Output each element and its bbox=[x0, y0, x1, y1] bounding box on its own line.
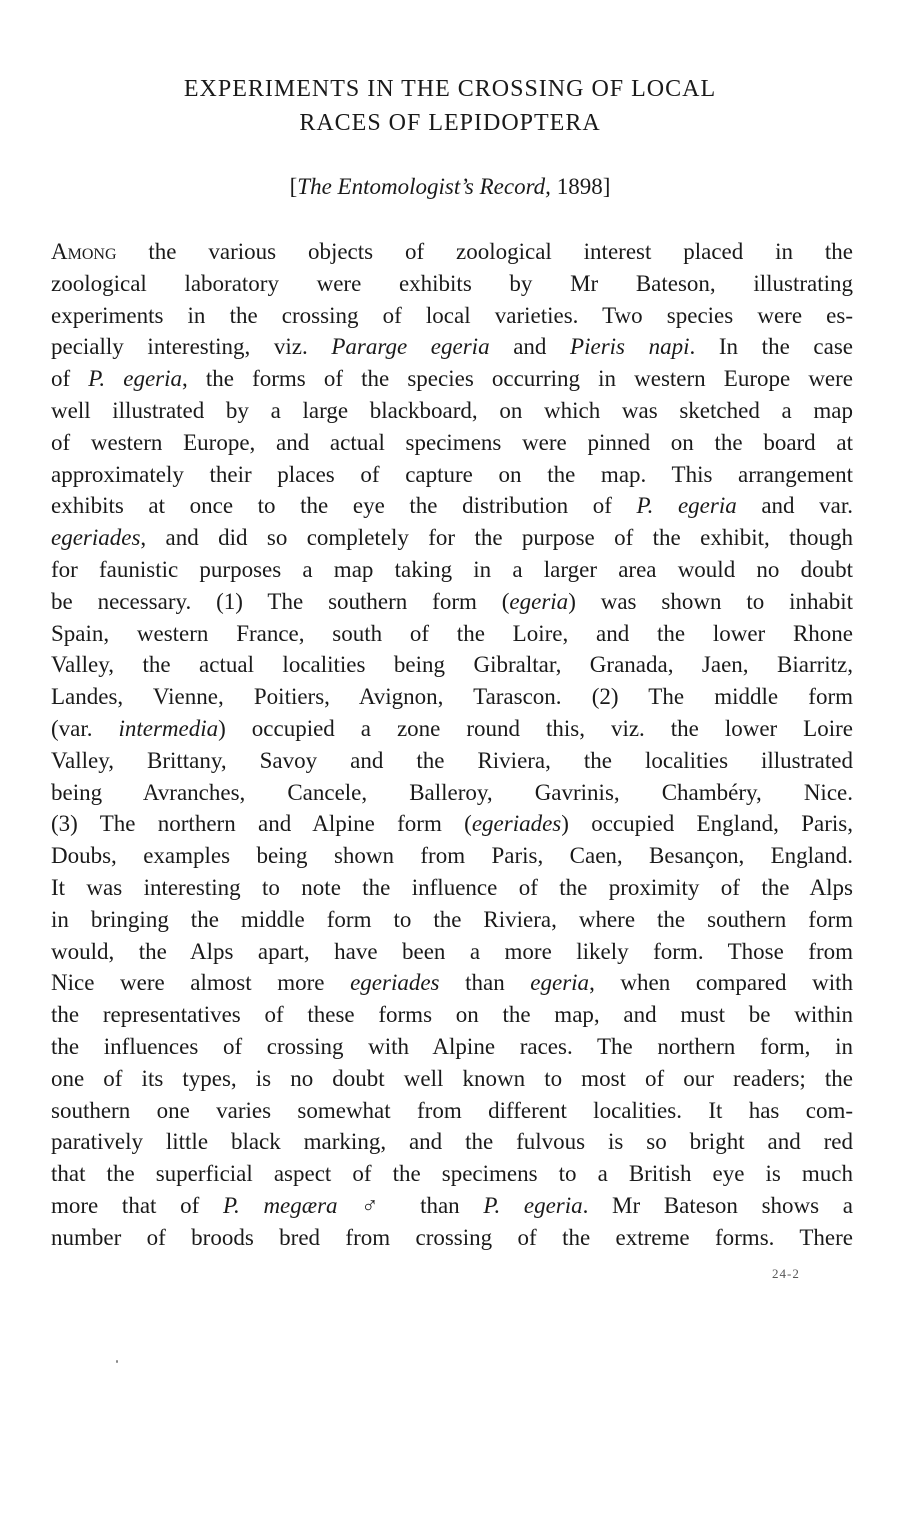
line-text: more that of P. megæra ♂ than P. egeria. Mr Bateson shows a bbox=[51, 1192, 853, 1218]
source-citation bbox=[0, 172, 900, 202]
text-line bbox=[51, 300, 853, 332]
text-line bbox=[51, 395, 853, 427]
text-line bbox=[51, 713, 853, 745]
text-line bbox=[51, 777, 853, 809]
line-text: Nice were almost more egeriades than egeria, when compared with bbox=[51, 970, 853, 996]
text-line bbox=[51, 1063, 853, 1095]
line-text: be necessary. (1) The southern form (egeria) was shown to inhabit bbox=[51, 588, 853, 614]
title-line-1: EXPERIMENTS IN THE CROSSING OF LOCAL bbox=[183, 76, 717, 102]
text-line bbox=[51, 999, 853, 1031]
line-text: that the superficial aspect of the specimens to a British eye is much bbox=[51, 1161, 853, 1187]
line-text: the representatives of these forms on the map, and must be within bbox=[51, 1002, 853, 1028]
line-text: egeriades, and did so completely for the purpose of the exhibit, though bbox=[51, 525, 853, 551]
text-line bbox=[51, 808, 853, 840]
text-line bbox=[51, 936, 853, 968]
line-text: in bringing the middle form to the Riviera, where the southern form bbox=[51, 906, 853, 932]
line-text: of P. egeria, the forms of the species occurring in western Europe were bbox=[51, 366, 853, 392]
text-line bbox=[51, 490, 853, 522]
line-text: experiments in the crossing of local varieties. Two species were es- bbox=[51, 302, 853, 328]
title-line-2: RACES OF LEPIDOPTERA bbox=[299, 110, 601, 136]
line-text: Doubs, examples being shown from Paris, Caen, Besançon, England. bbox=[51, 843, 853, 869]
text-line bbox=[51, 1222, 853, 1254]
line-text: Spain, western France, south of the Loire, and the lower Rhone bbox=[51, 620, 853, 646]
text-line bbox=[51, 681, 853, 713]
line-text: exhibits at once to the eye the distribution of P. egeria and var. bbox=[51, 493, 853, 519]
line-text: paratively little black marking, and the fulvous is so bright and red bbox=[51, 1129, 853, 1155]
text-line bbox=[51, 554, 853, 586]
text-line bbox=[51, 459, 853, 491]
signature-mark: 24-2 bbox=[772, 1266, 800, 1281]
text-line bbox=[51, 649, 853, 681]
source-open-bracket: [ bbox=[289, 174, 298, 199]
line-text: one of its types, is no doubt well known to most of our readers; the bbox=[51, 1065, 853, 1091]
lead-word: Among bbox=[51, 239, 117, 264]
body-paragraph bbox=[51, 236, 853, 1254]
line-text: approximately their places of capture on the map. This arrangement bbox=[51, 461, 853, 487]
text-line bbox=[51, 904, 853, 936]
line-text: zoological laboratory were exhibits by Mr Bateson, illustrating bbox=[51, 270, 853, 296]
source-year: 1898] bbox=[550, 174, 611, 199]
line-text: for faunistic purposes a map taking in a larger area would no doubt bbox=[51, 556, 853, 582]
line-text: of western Europe, and actual specimens were pinned on the board at bbox=[51, 429, 853, 455]
text-line bbox=[51, 1158, 853, 1190]
page-title bbox=[0, 72, 900, 140]
line-text: number of broods bred from crossing of the extreme forms. There bbox=[51, 1224, 853, 1250]
text-line bbox=[51, 236, 853, 268]
line-text: (3) The northern and Alpine form (egeriades) occupied England, Paris, bbox=[51, 811, 853, 837]
text-line bbox=[51, 872, 853, 904]
line-text: Landes, Vienne, Poitiers, Avignon, Tarascon. (2) The middle form bbox=[51, 684, 853, 710]
text-line bbox=[51, 586, 853, 618]
text-line bbox=[51, 840, 853, 872]
line-text: Valley, Brittany, Savoy and the Riviera, the localities illustrated bbox=[51, 747, 853, 773]
text-line bbox=[51, 1126, 853, 1158]
line-text: southern one varies somewhat from different localities. It has com- bbox=[51, 1097, 853, 1123]
text-line bbox=[51, 745, 853, 777]
line-text: pecially interesting, viz. Pararge egeria and Pieris napi. In the case bbox=[51, 334, 853, 360]
line-text: well illustrated by a large blackboard, on which was sketched a map bbox=[51, 397, 853, 423]
line-text: being Avranches, Cancele, Balleroy, Gavrinis, Chambéry, Nice. bbox=[51, 779, 853, 805]
text-line bbox=[51, 522, 853, 554]
line-text: Valley, the actual localities being Gibraltar, Granada, Jaen, Biarritz, bbox=[51, 652, 853, 678]
text-line bbox=[51, 618, 853, 650]
text-line bbox=[51, 967, 853, 999]
print-speck bbox=[116, 1360, 118, 1363]
line-text: the influences of crossing with Alpine races. The northern form, in bbox=[51, 1033, 853, 1059]
text-line bbox=[51, 268, 853, 300]
text-line bbox=[51, 1031, 853, 1063]
text-line bbox=[51, 331, 853, 363]
line-text: the various objects of zoological interest placed in the bbox=[116, 239, 853, 264]
text-line bbox=[51, 1190, 853, 1222]
line-text: (var. intermedia) occupied a zone round this, viz. the lower Loire bbox=[51, 715, 853, 741]
line-text: It was interesting to note the influence of the proximity of the Alps bbox=[51, 874, 853, 900]
text-line bbox=[51, 427, 853, 459]
text-line bbox=[51, 1095, 853, 1127]
text-line bbox=[51, 363, 853, 395]
source-journal: The Entomologist’s Record, bbox=[297, 174, 551, 199]
line-text: would, the Alps apart, have been a more likely form. Those from bbox=[51, 938, 853, 964]
